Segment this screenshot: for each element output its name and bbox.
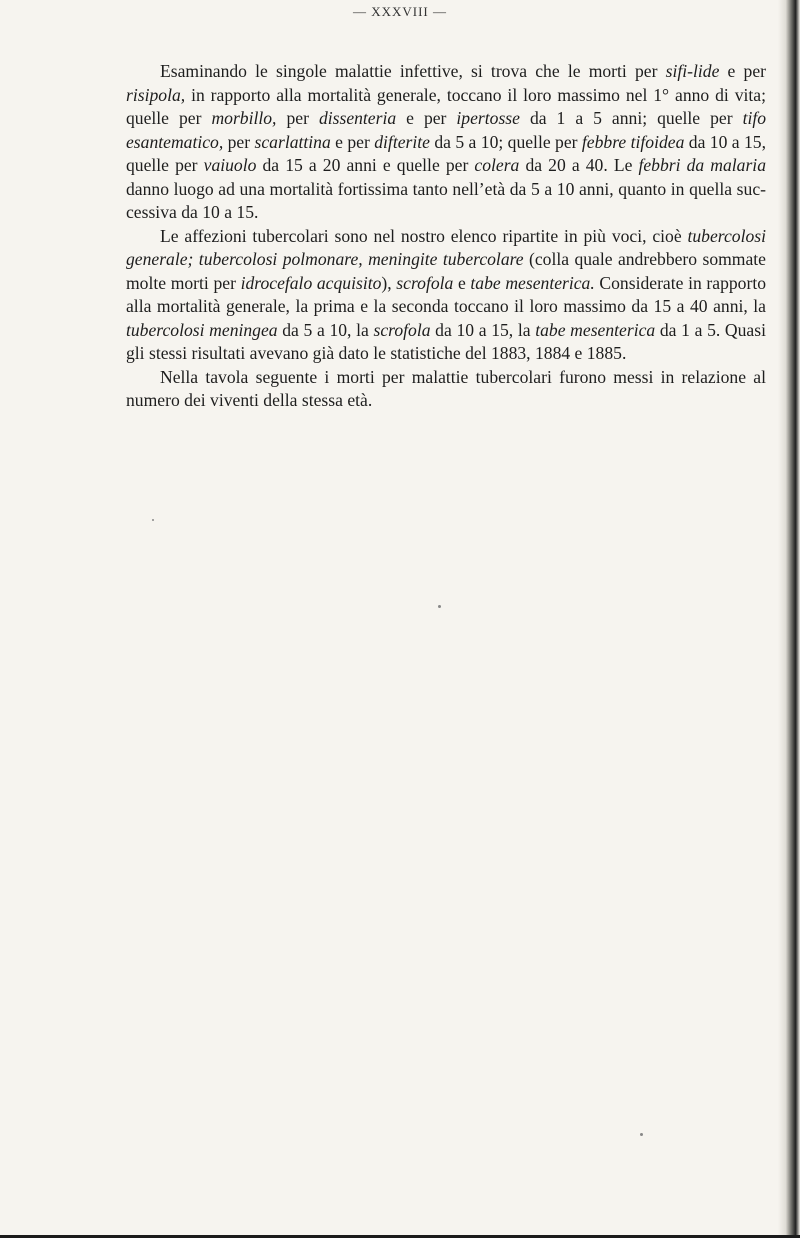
italic-term: ipertosse [456, 108, 520, 128]
italic-term: scarlattina [254, 131, 331, 152]
italic-term: tubercolosi generale; tubercolosi polmonare, meningite tubercolare [126, 225, 766, 269]
text-run: da 15 a 20 anni e quelle per [256, 155, 475, 175]
text-run: da 10 a 15, la [430, 319, 536, 340]
italic-term: tabe mesenterica. [470, 272, 595, 293]
italic-term: scrofola [396, 272, 454, 293]
italic-term: tubercolosi meningea [126, 319, 278, 340]
text-run: per [223, 131, 255, 152]
text-run: Considerate in rapporto alla mortalità generale, la prima e la seconda toccano il loro massimo da 15 a 40 anni, la [126, 272, 767, 316]
text-run: e per [396, 108, 457, 128]
italic-term: difterite [374, 131, 430, 152]
text-run: per [276, 108, 319, 128]
italic-term: tabe mesenterica [535, 319, 656, 340]
text-run: da 10 a 15, quelle per [126, 131, 766, 175]
text-run: danno luogo ad una mortalità fortissima tanto nell’età da 5 a 10 anni, quanto in quella suc-cessiva da 10 a 15. [126, 178, 766, 222]
italic-term: colera [474, 155, 520, 175]
italic-term: morbillo, [211, 108, 277, 128]
paragraph-following-table [126, 366, 766, 413]
italic-term: febbri da malaria [638, 155, 766, 175]
text-run: da 1 a 5. Quasi gli stessi risultati avevano già dato le statistiche del 1883, 1884 e 1885. [126, 319, 766, 363]
italic-term: dissenteria [318, 108, 397, 128]
text-run: ), [381, 272, 397, 293]
paper-speck [640, 1133, 643, 1136]
paragraph-infectious-diseases [126, 60, 766, 225]
italic-term: tifo esantematico, [126, 108, 767, 152]
paragraph-tubercular-affections [126, 225, 766, 366]
italic-term: risipola, [126, 84, 186, 105]
running-head: — XXXVIII — [352, 4, 448, 19]
body-text [126, 60, 766, 413]
text-run: (colla quale andrebbero sommate molte morti per [126, 249, 766, 293]
text-run: e [453, 272, 471, 293]
italic-term: idrocefalo acquisito [240, 272, 382, 293]
binding-edge-shadow [778, 0, 800, 1238]
text-run: Le affezioni tubercolari sono nel nostro elenco ripartite in più voci, cioè [160, 225, 688, 246]
italic-term: scrofola [373, 319, 431, 340]
text-run: Nella tavola seguente i morti per malattie tubercolari furono messi in relazione al numero dei viventi della stessa età. [126, 366, 766, 410]
text-run: e per [719, 61, 767, 81]
text-run: da 5 a 10; quelle per [429, 131, 582, 152]
italic-term: sifi-lide [665, 61, 720, 81]
italic-term: vaiuolo [203, 155, 257, 175]
text-run: in rapporto alla mortalità generale, toccano il loro massimo nel 1° anno di vita; quelle per [126, 84, 766, 128]
italic-term: febbre tifoidea [581, 131, 685, 152]
paper-speck [438, 605, 441, 608]
text-run: da 1 a 5 anni; quelle per [519, 108, 743, 128]
text-run: Esaminando le singole malattie infettive, si trova che le morti per [160, 61, 666, 81]
paper-speck [152, 519, 154, 521]
text-run: e per [330, 131, 375, 152]
text-run: da 5 a 10, la [277, 319, 374, 340]
text-run: da 20 a 40. Le [519, 155, 639, 175]
